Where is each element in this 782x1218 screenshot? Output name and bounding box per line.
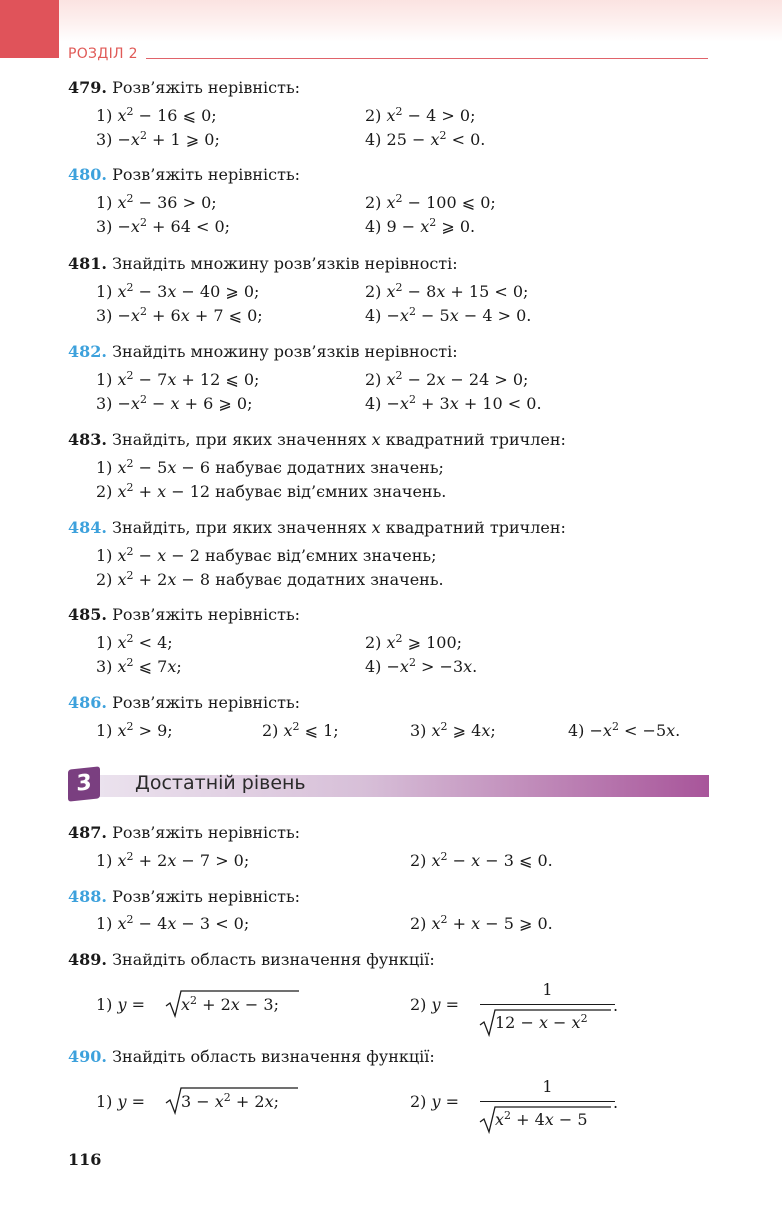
exercise-484-item-1: 1) $x^2 - x - 2$ набуває від’ємних значень; xyxy=(96,545,437,565)
exercise-number: 488. xyxy=(68,887,107,906)
exercise-489-item-2-prefix: 2) y = xyxy=(410,995,460,1014)
exercise-479-item-2: 2) $x^2 - 4 > 0$; xyxy=(365,105,476,125)
level-badge: 3 xyxy=(68,766,100,801)
exercise-number: 483. xyxy=(68,430,107,449)
exercise-485-item-4: $4) -x^2 > -3x$. xyxy=(365,656,478,676)
exercise-480-item-1: 1) $x^2 - 36 > 0$; xyxy=(96,192,217,212)
page-number: 116 xyxy=(68,1150,102,1169)
exercise-prompt: Розв’яжіть нерівність: xyxy=(112,78,301,97)
header-band xyxy=(0,0,782,42)
exercise-number: 487. xyxy=(68,823,107,842)
exercise-481-item-2: 2) $x^2 - 8x + 15 < 0$; xyxy=(365,281,529,301)
exercise-486-item-2: 2) $x^2$ ⩽ 1; xyxy=(262,720,339,740)
exercise-486-item-4: $4) -x^2 < -5x$. xyxy=(568,720,681,740)
exercise-490-item-1-radicand: $3 - x^2 + 2x$; xyxy=(181,1091,279,1111)
exercise-486-item-3: 3) $x^2$ ⩾ 4x; xyxy=(410,720,496,740)
exercise-number: 479. xyxy=(68,78,107,97)
exercise-481-item-4: $4) -x^2 - 5x - 4 > 0$. xyxy=(365,305,532,325)
exercise-487-item-1: 1) $x^2 + 2x - 7 > 0$; xyxy=(96,850,250,870)
exercise-number: 480. xyxy=(68,165,107,184)
exercise-prompt: Розв’яжіть нерівність: xyxy=(112,823,301,842)
exercise-479 xyxy=(68,78,300,98)
exercise-482-item-2: 2) $x^2 - 2x - 24 > 0$; xyxy=(365,369,529,389)
exercise-485 xyxy=(68,605,300,625)
exercise-483: 483. Знайдіть, при яких значеннях x квадратний тричлен: xyxy=(68,430,566,449)
exercise-489-item-1-prefix: 1) y = xyxy=(96,995,146,1014)
exercise-488-item-2: 2) $x^2 + x - 5$ ⩾ 0. xyxy=(410,913,553,933)
exercise-489-item-1-radicand: $x^2 + 2x - 3$; xyxy=(181,994,279,1014)
exercise-number: 486. xyxy=(68,693,107,712)
exercise-485-item-1: 1) $x^2 < 4$; xyxy=(96,632,173,652)
level-title: Достатній рівень xyxy=(135,772,306,794)
exercise-prompt: Знайдіть множину розв’язків нерівності: xyxy=(112,254,458,273)
exercise-480-item-3: $3) -x^2 + 64 < 0$; xyxy=(96,216,231,236)
exercise-number: 490. xyxy=(68,1047,107,1066)
exercise-485-item-3: 3) $x^2$ ⩽ 7x; xyxy=(96,656,182,676)
exercise-number: 481. xyxy=(68,254,107,273)
exercise-480-item-2: 2) $x^2 - 100$ ⩽ 0; xyxy=(365,192,496,212)
exercise-prompt: Знайдіть область визначення функції: xyxy=(112,1047,435,1066)
chapter-corner-tab xyxy=(0,0,59,58)
exercise-481-item-3: $3) -x^2 + 6x + 7$ ⩽ 0; xyxy=(96,305,263,325)
exercise-486-item-1: 1) $x^2 > 9$; xyxy=(96,720,173,740)
exercise-486 xyxy=(68,693,300,713)
exercise-488-item-1: 1) $x^2 - 4x - 3 < 0$; xyxy=(96,913,250,933)
fraction: 1 xyxy=(480,980,620,1040)
exercise-490-item-2-denominator: $x^2 + 4x - 5$ xyxy=(495,1109,588,1129)
exercise-number: 484. xyxy=(68,518,107,537)
exercise-483-item-2: 2) $x^2 + x - 12$ набуває від’ємних значень. xyxy=(96,481,447,501)
exercise-483-item-1: 1) $x^2 - 5x - 6$ набуває додатних значень; xyxy=(96,457,444,477)
exercise-number: 482. xyxy=(68,342,107,361)
exercise-480-item-4: 4) $9 - x^2$ ⩾ 0. xyxy=(365,216,476,236)
exercise-number: 489. xyxy=(68,950,107,969)
exercise-number: 485. xyxy=(68,605,107,624)
exercise-485-item-2: 2) $x^2$ ⩾ 100; xyxy=(365,632,463,652)
exercise-487 xyxy=(68,823,300,843)
exercise-479-item-1: 1) $x^2 - 16$ ⩽ 0; xyxy=(96,105,217,125)
period: . xyxy=(613,1093,619,1112)
exercise-prompt: Розв’яжіть нерівність: xyxy=(112,887,301,906)
exercise-482-item-4: $4) -x^2 + 3x + 10 < 0$. xyxy=(365,393,542,413)
chapter-label: РОЗДІЛ 2 xyxy=(68,46,138,62)
period: . xyxy=(613,996,619,1015)
exercise-prompt: Знайдіть область визначення функції: xyxy=(112,950,435,969)
exercise-490 xyxy=(68,1047,435,1067)
exercise-480 xyxy=(68,165,300,185)
exercise-479-item-4: 4) $25 - x^2 < 0$. xyxy=(365,129,486,149)
exercise-prompt: Розв’яжіть нерівність: xyxy=(112,693,301,712)
exercise-prompt: Розв’яжіть нерівність: xyxy=(112,165,301,184)
exercise-484-item-2: 2) $x^2 + 2x - 8$ набуває додатних значень. xyxy=(96,569,444,589)
exercise-prompt: Знайдіть множину розв’язків нерівності: xyxy=(112,342,458,361)
exercise-490-item-2-prefix: 2) y = xyxy=(410,1092,460,1111)
exercise-481 xyxy=(68,254,458,274)
exercise-prompt: Розв’яжіть нерівність: xyxy=(112,605,301,624)
exercise-488 xyxy=(68,887,300,907)
exercise-489-item-2-denominator: $12 - x - x^2$ xyxy=(495,1012,588,1032)
exercise-481-item-1: 1) $x^2 - 3x - 40$ ⩾ 0; xyxy=(96,281,260,301)
exercise-490-item-1-prefix: 1) y = xyxy=(96,1092,146,1111)
exercise-484: 484. Знайдіть, при яких значеннях x квадратний тричлен: xyxy=(68,518,566,537)
exercise-489 xyxy=(68,950,435,970)
exercise-482-item-3: $3) -x^2 - x + 6$ ⩾ 0; xyxy=(96,393,253,413)
fraction: 1 xyxy=(480,1077,620,1137)
exercise-479-item-3: $3) -x^2 + 1$ ⩾ 0; xyxy=(96,129,220,149)
exercise-487-item-2: 2) $x^2 - x - 3$ ⩽ 0. xyxy=(410,850,553,870)
exercise-482 xyxy=(68,342,458,362)
exercise-482-item-1: 1) $x^2 - 7x + 12$ ⩽ 0; xyxy=(96,369,260,389)
chapter-rule xyxy=(146,58,708,59)
